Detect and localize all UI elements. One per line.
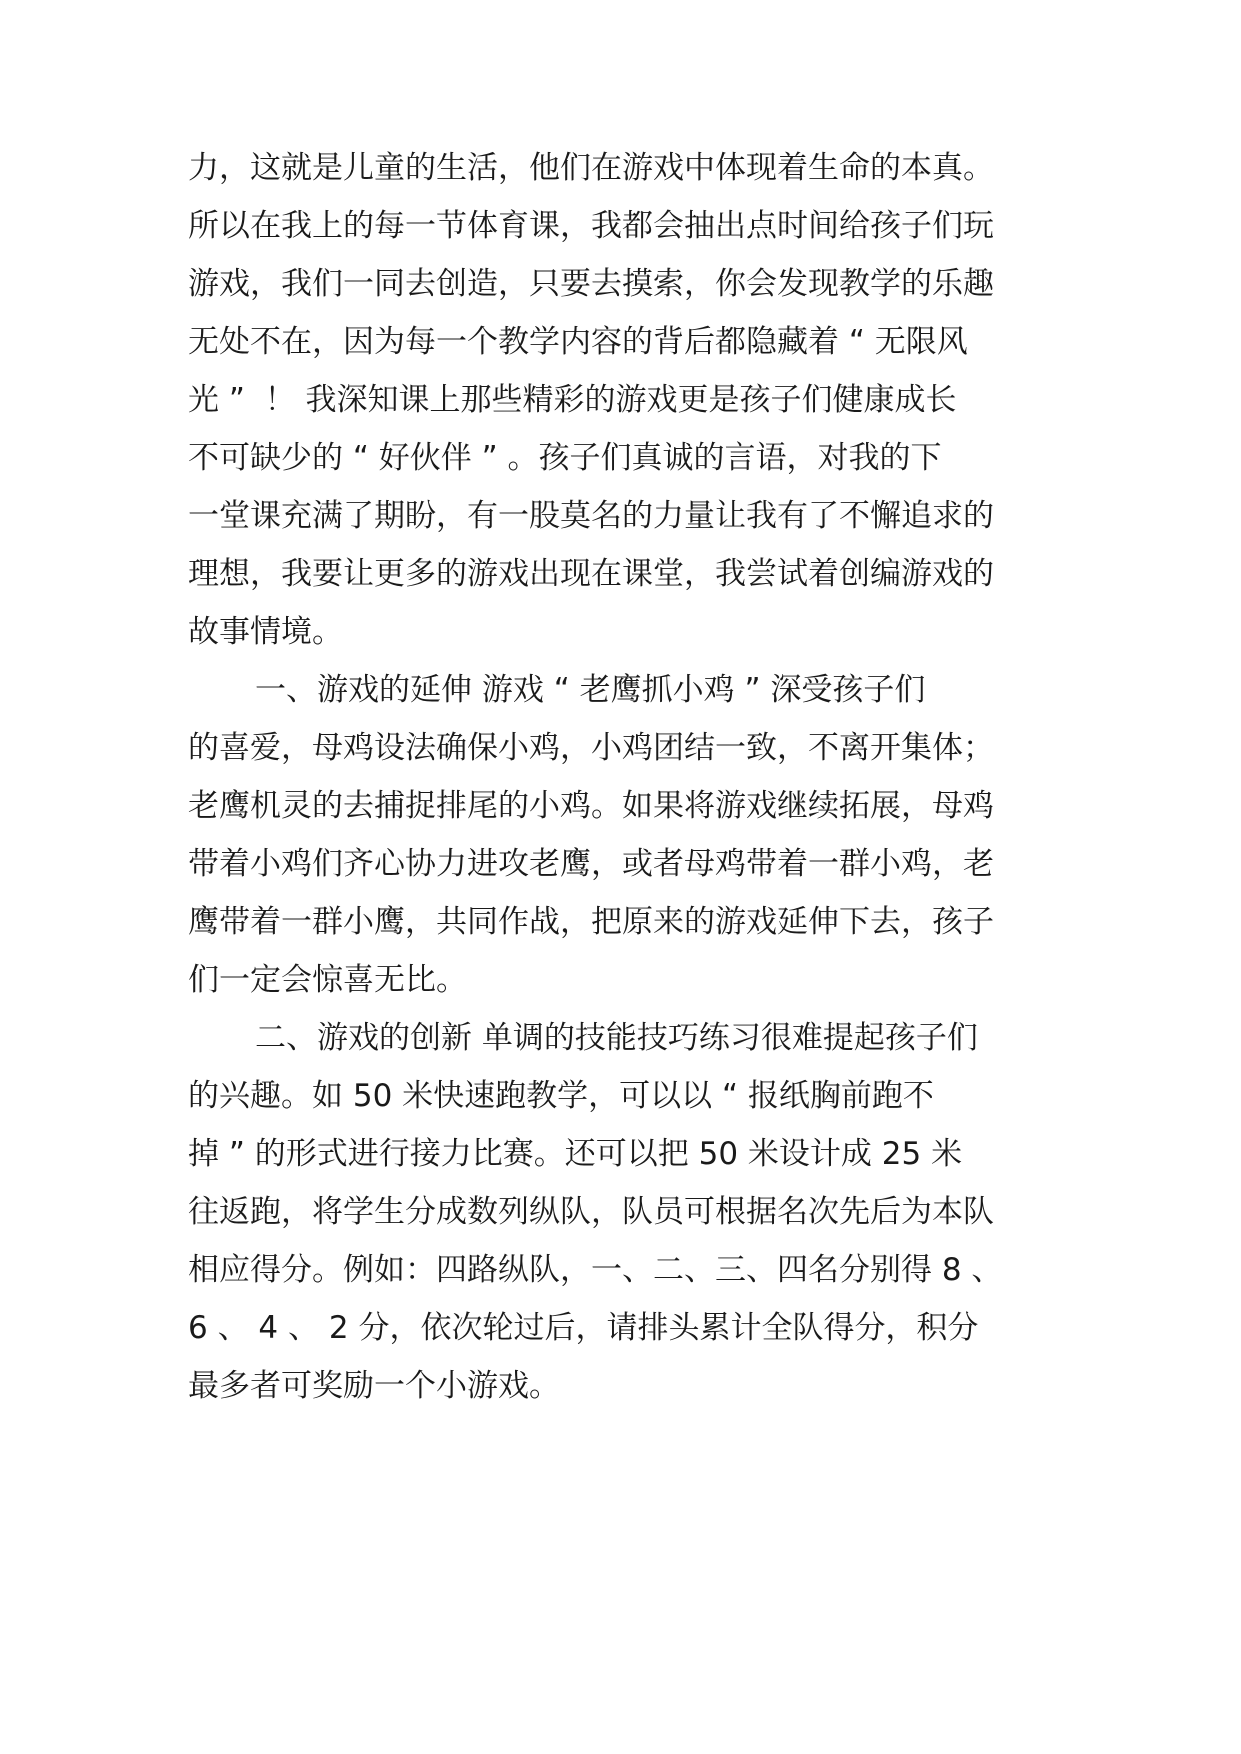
text-line: 6 、 4 、 2 分，依次轮过后，请排头累计全队得分，积分 bbox=[188, 1310, 979, 1346]
text-line: 无处不在，因为每一个教学内容的背后都隐藏着 “ 无限风 bbox=[188, 324, 968, 360]
text-line: 们一定会惊喜无比。 bbox=[188, 962, 467, 998]
text-line: 相应得分。例如：四路纵队，一、二、三、四名分别得 8 、 bbox=[188, 1252, 1003, 1288]
text-line: 的喜爱，母鸡设法确保小鸡，小鸡团结一致，不离开集体； bbox=[188, 730, 994, 766]
text-line: 老鹰机灵的去捕捉排尾的小鸡。如果将游戏继续拓展，母鸡 bbox=[188, 788, 994, 824]
text-line: 光 ” ！ 我深知课上那些精彩的游戏更是孩子们健康成长 bbox=[188, 382, 957, 418]
section-heading-line: 二、游戏的创新 单调的技能技巧练习很难提起孩子们 bbox=[255, 1020, 978, 1056]
text-line: 往返跑，将学生分成数列纵队，队员可根据名次先后为本队 bbox=[188, 1194, 994, 1230]
text-line: 的兴趣。如 50 米快速跑教学，可以以 “ 报纸胸前跑不 bbox=[188, 1078, 934, 1114]
text-line: 游戏，我们一同去创造，只要去摸索，你会发现教学的乐趣 bbox=[188, 266, 994, 302]
text-line: 理想，我要让更多的游戏出现在课堂，我尝试着创编游戏的 bbox=[188, 556, 994, 592]
section-heading-line: 一、游戏的延伸 游戏 “ 老鹰抓小鸡 ” 深受孩子们 bbox=[255, 672, 926, 708]
text-line: 所以在我上的每一节体育课，我都会抽出点时间给孩子们玩 bbox=[188, 208, 994, 244]
text-line: 最多者可奖励一个小游戏。 bbox=[188, 1368, 560, 1404]
text-line: 故事情境。 bbox=[188, 614, 343, 650]
text-line: 掉 ” 的形式进行接力比赛。还可以把 50 米设计成 25 米 bbox=[188, 1136, 963, 1172]
text-line: 一堂课充满了期盼，有一股莫名的力量让我有了不懈追求的 bbox=[188, 498, 994, 534]
text-line: 带着小鸡们齐心协力进攻老鹰，或者母鸡带着一群小鸡，老 bbox=[188, 846, 994, 882]
text-line: 鹰带着一群小鹰，共同作战，把原来的游戏延伸下去，孩子 bbox=[188, 904, 994, 940]
text-line: 力，这就是儿童的生活，他们在游戏中体现着生命的本真。 bbox=[188, 150, 994, 186]
text-line: 不可缺少的 “ 好伙伴 ” 。孩子们真诚的言语，对我的下 bbox=[188, 440, 942, 476]
